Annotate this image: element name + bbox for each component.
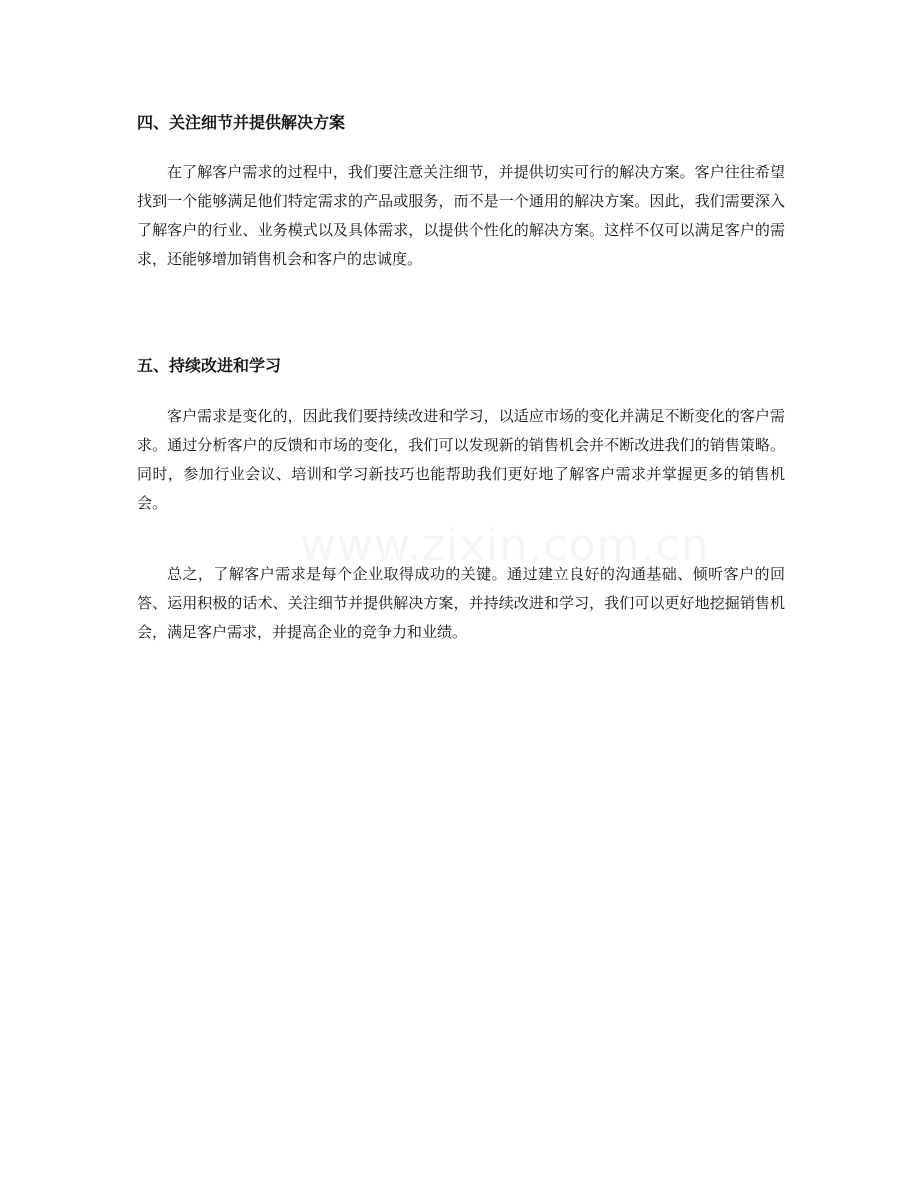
- section-4-paragraph: 在了解客户需求的过程中，我们要注意关注细节，并提供切实可行的解决方案。客户往往希望找到一个能够满足他们特定需求的产品或服务，而不是一个通用的解决方案。因此，我们需要深入了解客户的行业、业务模式以及具体需求，以提供个性化的解决方案。这样不仅可以满足客户的需求，还能够增加销售机会和客户的忠诚度。: [137, 163, 785, 268]
- section-heading-5: 五、持续改进和学习: [137, 356, 282, 375]
- conclusion-paragraph: 总之，了解客户需求是每个企业取得成功的关键。通过建立良好的沟通基础、倾听客户的回答、运用积极的话术、关注细节并提供解决方案，并持续改进和学习，我们可以更好地挖掘销售机会，满足客户需求，并提高企业的竞争力和业绩。: [137, 565, 785, 641]
- section-heading-4: 四、关注细节并提供解决方案: [137, 113, 346, 132]
- section-5-paragraph: 客户需求是变化的，因此我们要持续改进和学习，以适应市场的变化并满足不断变化的客户需求。通过分析客户的反馈和市场的变化，我们可以发现新的销售机会并不断改进我们的销售策略。同时，参加行业会议、培训和学习新技巧也能帮助我们更好地了解客户需求并掌握更多的销售机会。: [137, 407, 785, 512]
- watermark-text: www.zixin.com.cn: [300, 520, 710, 571]
